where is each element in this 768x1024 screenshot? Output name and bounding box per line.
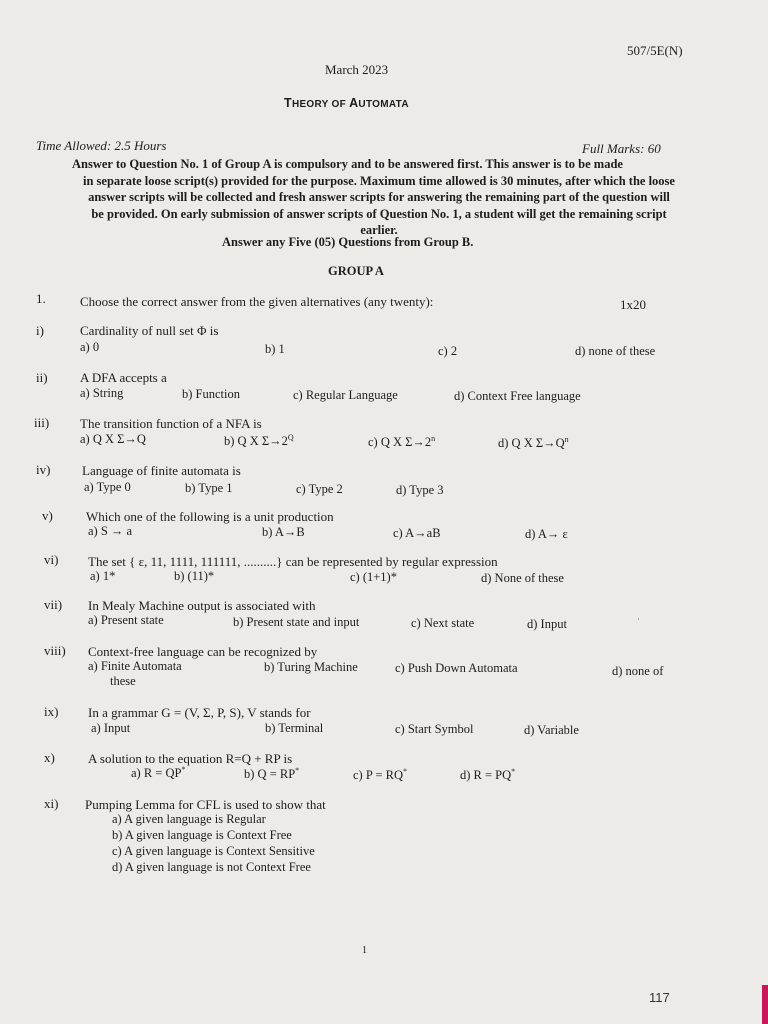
sub-question-text: The set { ε, 11, 1111, 111111, ..........} can be represented by regular expression — [88, 554, 498, 569]
sub-question-number: xi) — [44, 796, 59, 811]
sub-question-text: Language of finite automata is — [82, 463, 241, 478]
sub-question-text: A DFA accepts a — [80, 370, 167, 385]
option-a: a) R = QP* — [131, 765, 186, 781]
option-c: c) A given language is Context Sensitive — [112, 844, 315, 858]
option-d: d) Variable — [524, 723, 579, 737]
option-d: d) Context Free language — [454, 389, 581, 403]
option-c: c) (1+1)* — [350, 570, 397, 584]
paper-code: 507/5E(N) — [627, 43, 683, 58]
option-d: d) none of — [612, 664, 664, 678]
option-c: c) P = RQ* — [353, 767, 407, 783]
option-a: a) Q X Σ→Q — [80, 432, 146, 446]
paper-title: THEORY OF AUTOMATA — [284, 96, 409, 110]
instruction-line: be provided. On early submission of answer scripts of Question No. 1, a student will get the remaining script — [91, 206, 667, 221]
option-b: b) Turing Machine — [264, 660, 358, 674]
option-d: d) None of these — [481, 571, 564, 585]
sub-question-text: In Mealy Machine output is associated with — [88, 598, 316, 613]
option-c: c) Regular Language — [293, 388, 398, 402]
question-text: Choose the correct answer from the given alternatives (any twenty): — [80, 294, 434, 309]
time-allowed: Time Allowed: 2.5 Hours — [36, 138, 167, 153]
option-d: d) Input — [527, 617, 567, 631]
instruction-line: answer scripts will be collected and fresh answer scripts for answering the remaining part of the question will — [88, 190, 670, 204]
option-c: c) Q X $\Sigma\to 2^n$ — [368, 434, 436, 450]
edge-mark — [762, 985, 768, 1024]
option-d: d) R = PQ* — [460, 767, 516, 783]
sub-question-text: Context-free language can be recognized by — [88, 644, 318, 659]
option-b: b) Present state and input — [233, 615, 360, 629]
option-d: d) none of these — [575, 344, 656, 358]
option-b: b) Q = RP* — [244, 766, 300, 782]
sub-question-text: Pumping Lemma for CFL is used to show that — [85, 797, 326, 812]
sub-question-text: Which one of the following is a unit production — [86, 509, 334, 524]
option-a: a) A given language is Regular — [112, 812, 266, 826]
sub-question-number: ix) — [44, 704, 59, 719]
option-b: b) A given language is Context Free — [112, 828, 292, 842]
sub-question-number: vii) — [44, 597, 63, 612]
option-c: c) Start Symbol — [395, 722, 474, 736]
sub-question-text: The transition function of a NFA is — [80, 416, 262, 431]
question-number: 1. — [36, 291, 46, 306]
sub-question-number: iv) — [36, 462, 51, 477]
option-d: d) Type 3 — [396, 483, 444, 497]
option-continuation: these — [110, 674, 136, 688]
option-a: a) Finite Automata — [88, 659, 182, 673]
option-c: c) A→aB — [393, 526, 441, 540]
instructions — [34, 156, 724, 239]
instruction-line: Answer to Question No. 1 of Group A is compulsory and to be answered first. This answer is to be made — [72, 157, 623, 171]
group-b-note: Answer any Five (05) Questions from Group B. — [222, 235, 474, 249]
sub-question-text: A solution to the equation R=Q + RP is — [88, 751, 293, 766]
option-b: b) Terminal — [265, 721, 324, 735]
option-d: d) A→ ε — [525, 527, 568, 541]
sub-question-number: x) — [44, 750, 55, 765]
sub-question-text: Cardinality of null set Φ is — [80, 323, 219, 338]
option-c: c) 2 — [438, 344, 458, 358]
full-marks: Full Marks: 60 — [582, 141, 661, 156]
stray-mark: · — [637, 614, 640, 624]
option-d: d) A given language is not Context Free — [112, 860, 311, 874]
option-a: a) String — [80, 386, 124, 400]
option-a: a) 1* — [90, 569, 116, 583]
stamp-number: 117 — [649, 990, 670, 1005]
instruction-line: earlier. — [360, 223, 398, 237]
sub-question-number: vi) — [44, 552, 59, 567]
group-heading: GROUP A — [328, 264, 384, 278]
sub-question-number: viii) — [44, 643, 66, 658]
option-a: a) Present state — [88, 613, 164, 627]
option-a: a) S → a — [88, 524, 133, 538]
sub-question-number: v) — [42, 508, 53, 523]
option-c: c) Next state — [411, 616, 475, 630]
option-b: b) (11)* — [174, 569, 215, 583]
sub-question-number: ii) — [36, 370, 48, 385]
exam-date: March 2023 — [325, 62, 389, 77]
option-c: c) Push Down Automata — [395, 661, 518, 675]
instruction-line: in separate loose script(s) provided for the purpose. Maximum time allowed is 30 minutes, after which the loose — [83, 173, 675, 188]
option-b: b) A→B — [262, 525, 305, 539]
question-marks: 1x20 — [620, 297, 646, 312]
sub-question-number: i) — [36, 323, 44, 338]
option-b: b) 1 — [265, 342, 285, 356]
option-a: a) 0 — [80, 340, 100, 354]
option-a: a) Type 0 — [84, 480, 131, 494]
option-b: b) Q X $\Sigma\to 2^Q$ — [224, 433, 294, 449]
option-b: b) Type 1 — [185, 481, 233, 495]
option-c: c) Type 2 — [296, 482, 343, 496]
sub-question-text: In a grammar G = (V, Σ, P, S), V stands for — [88, 705, 311, 720]
option-b: b) Function — [182, 387, 240, 401]
page-number: 1 — [362, 945, 367, 956]
option-a: a) Input — [91, 721, 131, 735]
sub-question-number: iii) — [34, 415, 50, 430]
option-d: d) Q X $\Sigma\to Q^n$ — [498, 435, 569, 451]
